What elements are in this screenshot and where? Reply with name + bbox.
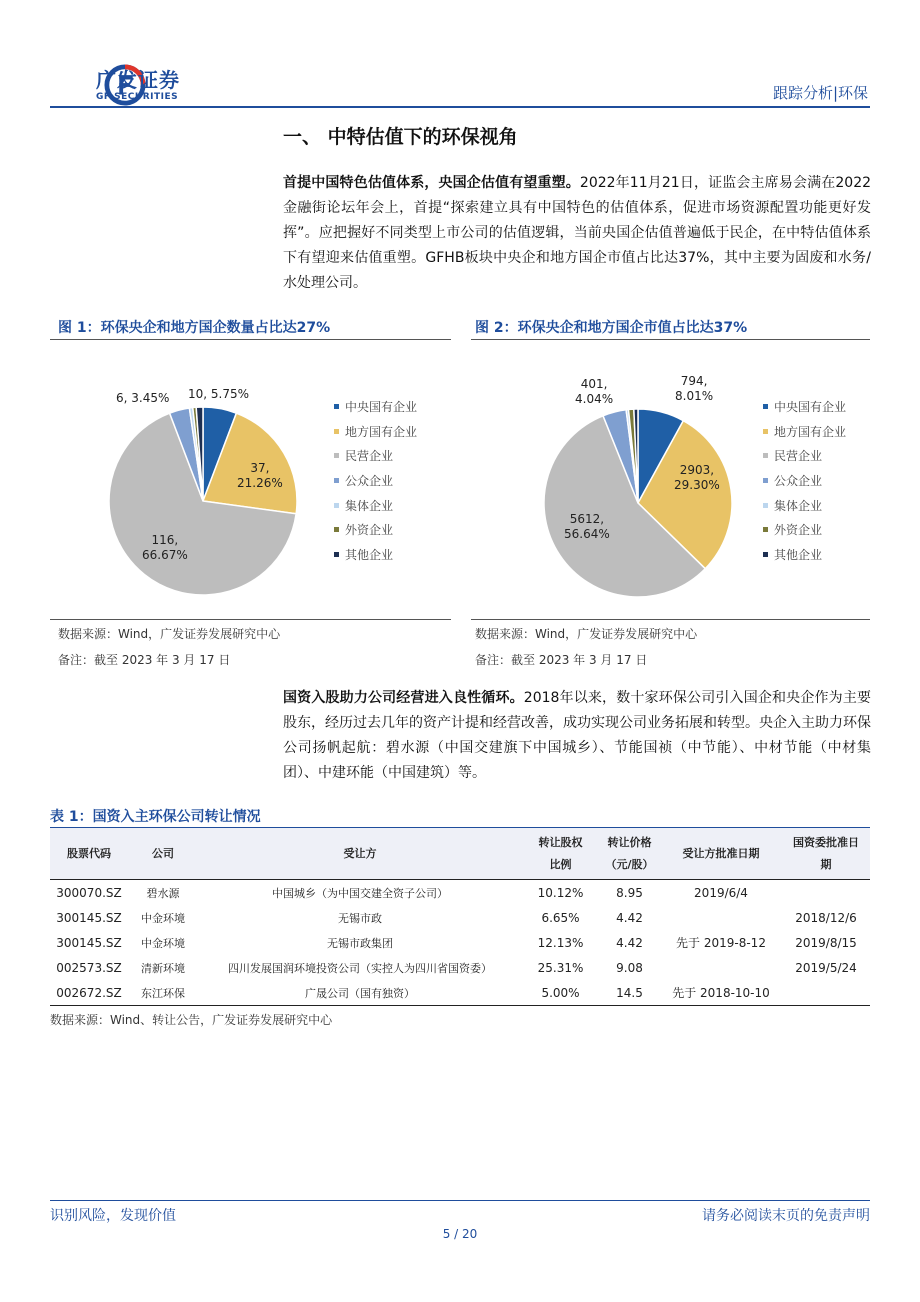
legend-item bbox=[763, 517, 846, 542]
legend-label: 公众企业 bbox=[774, 473, 823, 488]
legend-item bbox=[334, 419, 417, 444]
table-body bbox=[50, 880, 870, 1006]
legend-item bbox=[334, 443, 417, 468]
pie2-label-central: 794, 8.01% bbox=[675, 374, 714, 403]
legend-label: 中央国有企业 bbox=[774, 399, 847, 414]
legend-item bbox=[763, 419, 846, 444]
cell-sasac-date bbox=[782, 980, 870, 1006]
cell-company: 碧水源 bbox=[128, 880, 198, 906]
table-row bbox=[50, 905, 870, 930]
figure2-source: 数据来源：Wind，广发证券发展研究中心 bbox=[475, 627, 698, 641]
legend-item bbox=[763, 493, 846, 518]
legend-label: 外资企业 bbox=[345, 523, 394, 538]
cell-sasac-date: 2019/5/24 bbox=[795, 960, 857, 975]
footer-divider bbox=[50, 1200, 870, 1201]
legend-item bbox=[334, 394, 417, 419]
paragraph-lead: 国资入股助力公司经营进入良性循环。 bbox=[283, 690, 524, 706]
cell-sasac-date: 2018/12/6 bbox=[795, 910, 857, 925]
cell-transferee: 无锡市政集团 bbox=[327, 936, 393, 950]
pie1-label-local: 37, 21.26% bbox=[237, 461, 283, 490]
cell-transferee-date bbox=[660, 905, 782, 930]
transfer-table bbox=[50, 828, 870, 1006]
cell-price: 14.5 bbox=[599, 980, 660, 1006]
col-header-transferee: 受让方 bbox=[198, 828, 522, 880]
cell-company: 中金环境 bbox=[141, 936, 185, 950]
legend-swatch bbox=[334, 527, 339, 532]
section-title: 一、 中特估值下的环保视角 bbox=[283, 126, 518, 148]
header-divider bbox=[50, 106, 870, 108]
cell-transferee-date: 先于 2019-8-12 bbox=[676, 936, 766, 950]
paragraph-state-capital bbox=[283, 686, 871, 786]
brand-name: 广发证券 bbox=[96, 68, 180, 92]
table1-source: 数据来源：Wind、转让公告，广发证券发展研究中心 bbox=[50, 1013, 333, 1027]
legend-item bbox=[334, 517, 417, 542]
legend-item bbox=[334, 542, 417, 567]
cell-company: 东江环保 bbox=[128, 980, 198, 1006]
cell-transferee-date: 2019/6/4 bbox=[660, 880, 782, 906]
legend-item bbox=[334, 468, 417, 493]
table-row bbox=[50, 955, 870, 980]
brand-name-en: GF SECURITIES bbox=[96, 92, 179, 102]
legend-item bbox=[763, 468, 846, 493]
legend-label: 其他企业 bbox=[345, 547, 394, 562]
cell-code: 300145.SZ bbox=[56, 935, 122, 950]
legend-item bbox=[334, 493, 417, 518]
paragraph-lead: 首提中国特色估值体系，央国企估值有望重塑。 bbox=[283, 175, 580, 191]
legend-swatch bbox=[763, 552, 768, 557]
cell-transferee: 中国城乡（为中国交建全资子公司） bbox=[198, 880, 522, 906]
table-header-row bbox=[50, 828, 870, 880]
cell-code: 002672.SZ bbox=[50, 980, 128, 1006]
col-header-transferee-date: 受让方批准日期 bbox=[660, 828, 782, 880]
legend-label: 公众企业 bbox=[345, 473, 394, 488]
cell-transferee: 四川发展国润环境投资公司（实控人为四川省国资委） bbox=[228, 961, 492, 975]
legend-label: 地方国有企业 bbox=[774, 424, 847, 439]
cell-code: 300145.SZ bbox=[56, 910, 122, 925]
pie1-label-central: 10, 5.75% bbox=[188, 387, 250, 401]
figure1-note: 备注：截至 2023 年 3 月 17 日 bbox=[58, 653, 231, 667]
legend-label: 民营企业 bbox=[774, 449, 823, 464]
col-header-company: 公司 bbox=[128, 828, 198, 880]
legend-label: 民营企业 bbox=[345, 449, 394, 464]
cell-ratio: 25.31% bbox=[537, 960, 584, 975]
cell-company: 清新环境 bbox=[141, 961, 185, 975]
cell-ratio: 12.13% bbox=[537, 935, 584, 950]
legend-item bbox=[763, 394, 846, 419]
col-header-price: 转让价格（元/股） bbox=[599, 828, 660, 880]
figure1-title: 图 1：环保央企和地方国企数量占比达27% bbox=[58, 320, 331, 336]
legend-label: 其他企业 bbox=[774, 547, 823, 562]
cell-code: 300070.SZ bbox=[50, 880, 128, 906]
table-row bbox=[50, 980, 870, 1006]
report-type-tag: 跟踪分析|环保 bbox=[772, 84, 868, 102]
table-row bbox=[50, 880, 870, 906]
cell-price: 8.95 bbox=[599, 880, 660, 906]
cell-sasac-date: 2019/8/15 bbox=[795, 935, 857, 950]
legend-swatch bbox=[763, 503, 768, 508]
pie2-label-local: 2903, 29.30% bbox=[674, 463, 720, 492]
cell-ratio: 5.00% bbox=[522, 980, 599, 1006]
table1-title: 表 1：国资入主环保公司转让情况 bbox=[50, 809, 261, 825]
table-row bbox=[50, 930, 870, 955]
legend-swatch bbox=[763, 527, 768, 532]
cell-transferee: 无锡市政 bbox=[338, 911, 382, 925]
paragraph-body: 2018年以来，数十家环保公司引入国企和央企作为主要股东，经历过去几年的资产计提和经营改善，成功实现公司业务拓展和转型。央企入主助力环保公司扬帆起航：碧水源（中国交建旗下中国城乡）、节能国祯（中节能）、中材节能（中材集团）、中建环能（中国建筑）等。 bbox=[283, 690, 871, 781]
figure2-note: 备注：截至 2023 年 3 月 17 日 bbox=[475, 653, 648, 667]
pie1-label-private: 116, 66.67% bbox=[142, 533, 188, 562]
legend-swatch bbox=[763, 429, 768, 434]
figure1-bottom-rule bbox=[50, 619, 451, 620]
cell-transferee: 广晟公司（国有独资） bbox=[198, 980, 522, 1006]
figure2-legend bbox=[763, 394, 846, 567]
page-number: 5 / 20 bbox=[442, 1227, 478, 1241]
cell-transferee-date bbox=[660, 955, 782, 980]
legend-item bbox=[763, 542, 846, 567]
footer-slogan: 识别风险，发现价值 bbox=[50, 1208, 176, 1224]
legend-label: 地方国有企业 bbox=[345, 424, 418, 439]
cell-price: 9.08 bbox=[616, 960, 643, 975]
legend-swatch bbox=[334, 429, 339, 434]
figure1-legend bbox=[334, 394, 417, 567]
cell-code: 002573.SZ bbox=[56, 960, 122, 975]
footer-disclaimer: 请务必阅读末页的免责声明 bbox=[702, 1208, 870, 1224]
figure2-bottom-rule bbox=[471, 619, 870, 620]
cell-ratio: 10.12% bbox=[522, 880, 599, 906]
figure2-title: 图 2：环保央企和地方国企市值占比达37% bbox=[475, 320, 748, 336]
pie1-label-public: 6, 3.45% bbox=[116, 391, 170, 405]
col-header-ratio: 转让股权比例 bbox=[522, 828, 599, 880]
legend-item bbox=[763, 443, 846, 468]
cell-company: 中金环境 bbox=[141, 911, 185, 925]
legend-swatch bbox=[763, 453, 768, 458]
legend-swatch bbox=[763, 478, 768, 483]
cell-price: 4.42 bbox=[616, 935, 643, 950]
legend-swatch bbox=[334, 453, 339, 458]
legend-label: 集体企业 bbox=[774, 498, 823, 513]
cell-sasac-date bbox=[782, 880, 870, 906]
col-header-sasac-date: 国资委批准日期 bbox=[782, 828, 870, 880]
cell-transferee-date: 先于 2018-10-10 bbox=[660, 980, 782, 1006]
figure1-source: 数据来源：Wind，广发证券发展研究中心 bbox=[58, 627, 281, 641]
legend-label: 外资企业 bbox=[774, 523, 823, 538]
legend-swatch bbox=[334, 503, 339, 508]
legend-label: 中央国有企业 bbox=[345, 399, 418, 414]
pie2-label-public: 401, 4.04% bbox=[575, 377, 614, 406]
paragraph-valuation bbox=[283, 171, 871, 296]
cell-price: 4.42 bbox=[616, 910, 643, 925]
legend-swatch bbox=[334, 404, 339, 409]
pie2-label-private: 5612, 56.64% bbox=[564, 512, 610, 541]
legend-swatch bbox=[334, 552, 339, 557]
cell-ratio: 6.65% bbox=[541, 910, 580, 925]
legend-swatch bbox=[763, 404, 768, 409]
legend-swatch bbox=[334, 478, 339, 483]
legend-label: 集体企业 bbox=[345, 498, 394, 513]
col-header-code: 股票代码 bbox=[50, 828, 128, 880]
paragraph-body: 2022年11月21日，证监会主席易会满在2022金融街论坛年会上，首提“探索建立具有中国特色的估值体系，促进市场资源配置功能更好发挥”。应把握好不同类型上市公司的估值逻辑，当前央国企估值普遍低于民企，在中特估值体系下有望迎来估值重塑。GFHB板块中央企和地方国企市值占比达37%，其中主要为固废和水务/水处理公司。 bbox=[283, 175, 872, 291]
